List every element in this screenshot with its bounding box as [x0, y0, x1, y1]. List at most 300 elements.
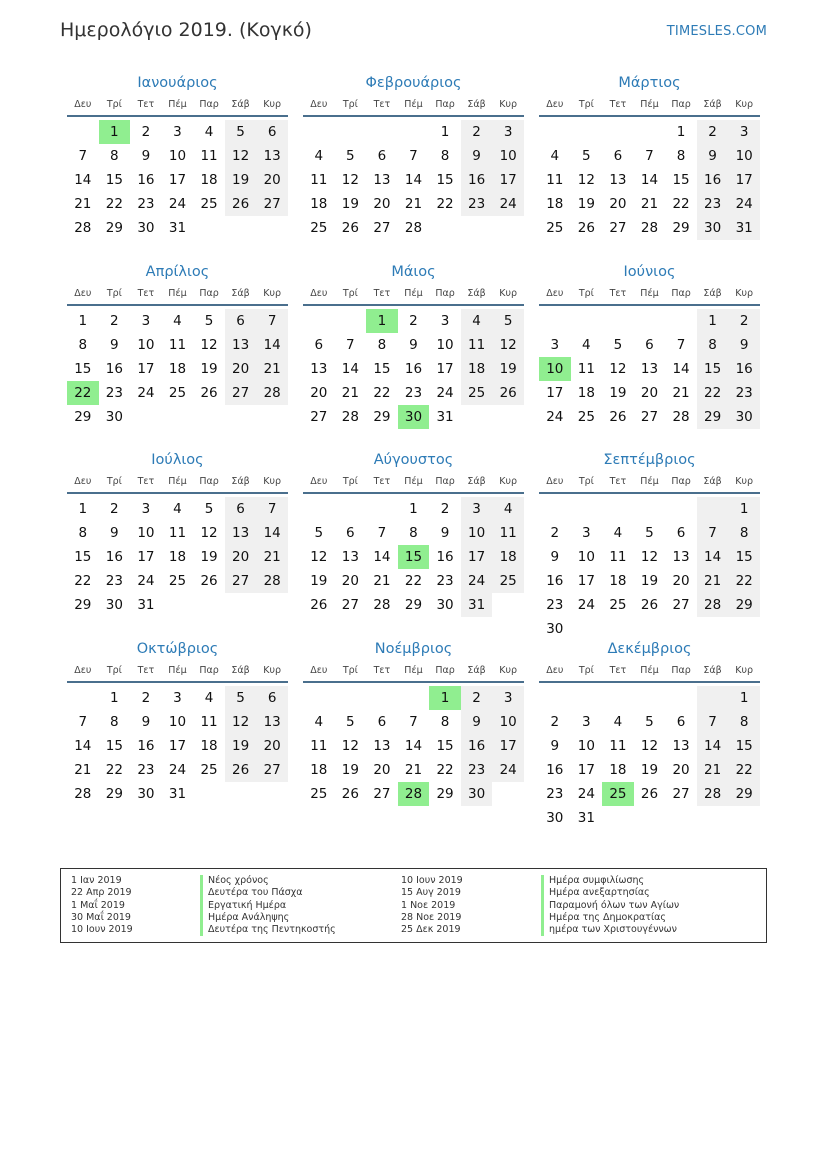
week-row	[303, 333, 524, 357]
weekday-label: Τρί	[578, 664, 594, 676]
weekday-label: Σάβ	[467, 476, 486, 487]
day-cell: 21	[697, 569, 729, 593]
days-grid	[67, 306, 288, 429]
day-cell: 23	[105, 573, 123, 589]
week-row	[303, 120, 524, 144]
day-cell: 23	[461, 192, 493, 216]
day-cell: 4	[204, 689, 214, 706]
holiday-day-cell: 22	[67, 381, 99, 405]
day-cell: 11	[168, 336, 187, 353]
day-cell: 23	[728, 381, 760, 405]
day-cell: 25	[168, 384, 187, 401]
day-cell: 10	[436, 336, 454, 353]
empty-day-cell	[335, 120, 367, 144]
day-cell: 16	[105, 549, 123, 565]
legend-date: 1 Νοε 2019	[401, 899, 456, 911]
day-cell: 2	[141, 124, 151, 140]
day-cell: 2	[110, 312, 119, 329]
day-cell: 15	[74, 360, 92, 377]
day-cell: 6	[256, 120, 288, 144]
weekday-label: Παρ	[671, 99, 691, 110]
empty-day-cell	[571, 120, 603, 144]
day-cell: 31	[577, 809, 595, 826]
day-cell: 17	[492, 734, 524, 758]
month-block	[67, 449, 288, 638]
day-cell: 24	[492, 192, 524, 216]
weekday-label: Πέμ	[404, 476, 423, 487]
day-cell: 31	[461, 593, 493, 617]
week-row	[539, 545, 760, 569]
day-cell: 18	[492, 545, 524, 569]
day-cell: 19	[310, 573, 328, 589]
day-cell: 4	[173, 312, 182, 329]
weekday-label: Τετ	[609, 664, 627, 676]
day-cell: 20	[256, 734, 288, 758]
empty-day-cell	[492, 216, 524, 240]
legend-holiday-name: Δευτέρα του Πάσχα	[200, 887, 336, 899]
day-cell: 10	[137, 525, 155, 541]
day-cell: 18	[461, 357, 493, 381]
weekday-label: Πέμ	[640, 476, 659, 487]
day-cell: 24	[728, 192, 760, 216]
day-cell: 21	[404, 761, 423, 778]
day-cell: 16	[436, 549, 454, 565]
week-row	[539, 593, 760, 617]
day-cell: 1	[409, 501, 418, 517]
day-cell: 2	[110, 501, 119, 517]
weekday-label: Δευ	[74, 287, 92, 299]
day-cell: 30	[105, 408, 123, 425]
day-cell: 1	[697, 309, 729, 333]
day-cell: 7	[346, 336, 355, 353]
day-cell: 15	[436, 737, 454, 754]
day-cell: 18	[310, 196, 328, 212]
day-cell: 4	[582, 336, 591, 353]
legend-right-names	[541, 875, 679, 936]
day-cell: 19	[492, 357, 524, 381]
day-cell: 22	[672, 196, 690, 212]
day-cell: 13	[225, 521, 257, 545]
empty-day-cell	[366, 120, 398, 144]
day-cell: 16	[697, 168, 729, 192]
day-cell: 10	[492, 144, 524, 168]
day-cell: 5	[645, 525, 654, 541]
empty-day-cell	[67, 686, 99, 710]
day-cell: 13	[341, 549, 359, 565]
day-cell: 27	[225, 569, 257, 593]
day-cell: 26	[200, 384, 218, 401]
legend-holiday-name: ημέρα των Χριστουγέννων	[541, 924, 679, 936]
empty-day-cell	[162, 405, 194, 429]
week-row	[303, 758, 524, 782]
day-cell: 21	[74, 761, 92, 778]
day-cell: 25	[609, 597, 627, 613]
day-cell: 15	[373, 360, 391, 377]
weekday-label: Δευ	[546, 99, 564, 110]
weekday-header	[67, 471, 288, 494]
day-cell: 20	[256, 168, 288, 192]
day-cell: 9	[697, 144, 729, 168]
day-cell: 14	[404, 172, 423, 188]
day-cell: 3	[492, 120, 524, 144]
legend-holiday-name: Παραμονή όλων των Αγίων	[541, 900, 679, 912]
days-grid	[539, 494, 760, 641]
week-row	[67, 545, 288, 569]
day-cell: 22	[728, 758, 760, 782]
day-cell: 1	[78, 501, 88, 517]
day-cell: 20	[225, 357, 257, 381]
page-title: Ημερολόγιο 2019. (Κογκό)	[60, 19, 312, 41]
empty-day-cell	[634, 686, 666, 710]
day-cell: 21	[697, 758, 729, 782]
day-cell: 14	[74, 737, 92, 754]
day-cell: 5	[346, 148, 355, 164]
empty-day-cell	[366, 497, 398, 521]
empty-day-cell	[225, 782, 257, 806]
day-cell: 23	[404, 384, 423, 401]
day-cell: 17	[461, 545, 493, 569]
weekday-header	[67, 94, 288, 117]
day-cell: 7	[256, 309, 288, 333]
days-grid	[303, 494, 524, 617]
days-grid	[539, 306, 760, 429]
month-block	[67, 638, 288, 827]
day-cell: 6	[377, 713, 387, 730]
day-cell: 11	[310, 172, 328, 188]
empty-day-cell	[303, 120, 335, 144]
day-cell: 26	[341, 220, 359, 236]
day-cell: 8	[377, 336, 387, 353]
day-cell: 11	[492, 521, 524, 545]
month-block	[303, 72, 524, 261]
day-cell: 14	[640, 172, 659, 188]
empty-day-cell	[225, 216, 257, 240]
day-cell: 18	[546, 196, 564, 212]
empty-day-cell	[398, 686, 430, 710]
day-cell: 27	[672, 785, 690, 802]
empty-day-cell	[193, 593, 225, 617]
day-cell: 28	[404, 220, 423, 236]
day-cell: 22	[404, 573, 423, 589]
week-row	[539, 569, 760, 593]
empty-day-cell	[67, 120, 99, 144]
day-cell: 2	[461, 686, 493, 710]
day-cell: 8	[110, 148, 119, 164]
day-cell: 23	[137, 761, 155, 778]
day-cell: 14	[256, 521, 288, 545]
day-cell: 2	[461, 120, 493, 144]
day-cell: 25	[577, 408, 595, 425]
day-cell: 5	[314, 525, 324, 541]
day-cell: 7	[409, 148, 418, 164]
day-cell: 3	[440, 312, 450, 329]
empty-day-cell	[303, 309, 335, 333]
week-row	[539, 168, 760, 192]
day-cell: 25	[461, 381, 493, 405]
year-calendar-grid	[67, 72, 760, 826]
day-cell: 3	[461, 497, 493, 521]
weekday-label: Πέμ	[404, 664, 423, 676]
day-cell: 19	[225, 734, 257, 758]
day-cell: 12	[200, 336, 218, 353]
weekday-label: Κυρ	[499, 664, 518, 676]
weekday-label: Τετ	[609, 287, 627, 299]
day-cell: 12	[492, 333, 524, 357]
weekday-label: Δευ	[546, 664, 564, 676]
week-row	[303, 686, 524, 710]
day-cell: 10	[137, 336, 155, 353]
day-cell: 2	[440, 501, 450, 517]
day-cell: 28	[672, 408, 690, 425]
weekday-label: Κυρ	[499, 287, 518, 299]
day-cell: 30	[461, 782, 493, 806]
day-cell: 12	[225, 144, 257, 168]
week-row	[303, 593, 524, 617]
day-cell: 25	[310, 220, 328, 236]
day-cell: 5	[346, 713, 355, 730]
day-cell: 3	[550, 336, 560, 353]
day-cell: 11	[577, 360, 595, 377]
day-cell: 12	[577, 172, 595, 188]
weekday-label: Σάβ	[703, 287, 722, 299]
weekday-label: Πέμ	[168, 476, 187, 487]
day-cell: 21	[256, 357, 288, 381]
day-cell: 6	[676, 525, 686, 541]
weekday-label: Παρ	[435, 99, 455, 110]
legend-date: 1 Ιαν 2019	[71, 875, 122, 886]
day-cell: 24	[577, 785, 595, 802]
weekday-label: Κυρ	[735, 664, 754, 676]
empty-day-cell	[602, 806, 634, 830]
day-cell: 23	[546, 597, 564, 613]
day-cell: 5	[613, 336, 623, 353]
day-cell: 22	[728, 569, 760, 593]
week-row	[303, 381, 524, 405]
day-cell: 6	[256, 686, 288, 710]
day-cell: 13	[672, 737, 690, 754]
day-cell: 26	[640, 597, 659, 613]
day-cell: 22	[436, 761, 454, 778]
day-cell: 22	[436, 196, 454, 212]
weekday-label: Παρ	[671, 664, 691, 676]
site-logo[interactable]: TIMESLES.COM	[666, 24, 767, 39]
day-cell: 31	[436, 408, 454, 425]
day-cell: 28	[697, 593, 729, 617]
weekday-label: Πέμ	[168, 664, 187, 676]
week-row	[67, 497, 288, 521]
week-row	[67, 216, 288, 240]
day-cell: 17	[577, 761, 595, 778]
week-row	[67, 593, 288, 617]
month-name: Ιούλιος	[151, 452, 204, 468]
day-cell: 3	[728, 120, 760, 144]
week-row	[67, 686, 288, 710]
weekday-label: Δευ	[74, 476, 92, 487]
legend-date: 10 Ιουν 2019	[71, 924, 133, 936]
week-row	[67, 782, 288, 806]
day-cell: 11	[546, 172, 564, 188]
day-cell: 6	[346, 525, 355, 541]
day-cell: 17	[137, 360, 155, 377]
day-cell: 18	[168, 360, 187, 377]
week-row	[67, 192, 288, 216]
empty-day-cell	[256, 782, 288, 806]
day-cell: 9	[110, 525, 119, 541]
day-cell: 29	[728, 782, 760, 806]
day-cell: 6	[613, 148, 623, 164]
day-cell: 14	[697, 545, 729, 569]
legend-holiday-name: Ημέρα συμφιλίωσης	[541, 875, 679, 887]
week-row	[303, 309, 524, 333]
day-cell: 2	[728, 309, 760, 333]
week-row	[67, 734, 288, 758]
day-cell: 22	[105, 196, 123, 212]
day-cell: 10	[492, 710, 524, 734]
weekday-label: Τρί	[578, 476, 594, 487]
weekday-label: Παρ	[671, 287, 691, 299]
week-row	[303, 192, 524, 216]
day-cell: 11	[461, 333, 493, 357]
weekday-label: Κυρ	[263, 664, 282, 676]
empty-day-cell	[461, 405, 493, 429]
day-cell: 11	[168, 525, 187, 541]
holiday-day-cell: 15	[398, 545, 430, 569]
day-cell: 21	[373, 573, 391, 589]
empty-day-cell	[634, 497, 666, 521]
month-block	[303, 449, 524, 638]
week-row	[539, 686, 760, 710]
day-cell: 24	[137, 573, 155, 589]
day-cell: 30	[436, 597, 454, 613]
weekday-label: Τρί	[342, 287, 358, 299]
legend-date: 30 Μαΐ 2019	[71, 911, 131, 923]
day-cell: 30	[105, 597, 123, 613]
empty-day-cell	[602, 120, 634, 144]
day-cell: 5	[582, 148, 591, 164]
week-row	[67, 168, 288, 192]
day-cell: 18	[310, 761, 328, 778]
day-cell: 26	[225, 192, 257, 216]
weekday-label: Πέμ	[640, 664, 659, 676]
day-cell: 3	[141, 501, 151, 517]
day-cell: 7	[78, 713, 88, 730]
empty-day-cell	[303, 686, 335, 710]
day-cell: 28	[341, 408, 359, 425]
day-cell: 30	[137, 785, 155, 802]
day-cell: 20	[672, 761, 690, 778]
day-cell: 18	[609, 761, 627, 778]
day-cell: 4	[173, 501, 182, 517]
day-cell: 20	[341, 573, 359, 589]
day-cell: 18	[609, 573, 627, 589]
week-row	[303, 569, 524, 593]
legend-left-names	[200, 875, 336, 936]
weekday-label: Κυρ	[735, 99, 754, 110]
weekday-header	[303, 660, 524, 683]
day-cell: 17	[168, 172, 187, 188]
day-cell: 9	[461, 710, 493, 734]
day-cell: 29	[373, 408, 391, 425]
week-row	[303, 357, 524, 381]
empty-day-cell	[697, 806, 729, 830]
day-cell: 14	[256, 333, 288, 357]
week-row	[539, 309, 760, 333]
days-grid	[67, 683, 288, 806]
weekday-label: Κυρ	[263, 99, 282, 110]
weekday-header	[67, 283, 288, 306]
empty-day-cell	[571, 309, 603, 333]
weekday-label: Κυρ	[499, 476, 518, 487]
day-cell: 26	[200, 573, 218, 589]
day-cell: 21	[341, 384, 359, 401]
empty-day-cell	[256, 593, 288, 617]
day-cell: 6	[314, 336, 324, 353]
empty-day-cell	[634, 806, 666, 830]
day-cell: 25	[200, 196, 218, 212]
day-cell: 13	[256, 144, 288, 168]
month-block	[539, 638, 760, 827]
weekday-label: Τετ	[609, 476, 627, 487]
day-cell: 12	[200, 525, 218, 541]
empty-day-cell	[602, 497, 634, 521]
weekday-label: Πέμ	[640, 99, 659, 110]
day-cell: 18	[168, 549, 187, 565]
empty-day-cell	[571, 686, 603, 710]
weekday-label: Δευ	[74, 664, 92, 676]
day-cell: 16	[137, 172, 155, 188]
day-cell: 10	[168, 148, 187, 164]
empty-day-cell	[634, 309, 666, 333]
days-grid	[67, 117, 288, 240]
day-cell: 31	[137, 597, 155, 613]
day-cell: 15	[74, 549, 92, 565]
empty-day-cell	[335, 309, 367, 333]
legend-holiday-name: Εργατική Ημέρα	[200, 900, 336, 912]
month-name: Ιανουάριος	[137, 75, 218, 91]
day-cell: 13	[373, 737, 391, 754]
weekday-label: Παρ	[199, 287, 219, 299]
day-cell: 16	[546, 761, 564, 778]
day-cell: 2	[409, 312, 418, 329]
weekday-label: Τετ	[137, 664, 155, 676]
weekday-label: Τετ	[137, 287, 155, 299]
empty-day-cell	[193, 782, 225, 806]
week-row	[67, 569, 288, 593]
day-cell: 18	[200, 737, 218, 754]
weekday-header	[67, 660, 288, 683]
day-cell: 11	[609, 737, 627, 754]
day-cell: 30	[137, 220, 155, 236]
day-cell: 27	[373, 220, 391, 236]
day-cell: 3	[582, 525, 591, 541]
weekday-label: Τετ	[373, 476, 391, 487]
day-cell: 3	[492, 686, 524, 710]
day-cell: 11	[310, 737, 328, 754]
day-cell: 20	[640, 384, 659, 401]
day-cell: 5	[225, 120, 257, 144]
day-cell: 19	[640, 573, 659, 589]
day-cell: 8	[728, 521, 760, 545]
day-cell: 31	[168, 785, 187, 802]
day-cell: 19	[200, 360, 218, 377]
week-row	[539, 144, 760, 168]
week-row	[303, 497, 524, 521]
weekday-header	[303, 94, 524, 117]
weekday-label: Τρί	[578, 287, 594, 299]
day-cell: 17	[168, 737, 187, 754]
holiday-legend	[60, 868, 767, 943]
day-cell: 6	[225, 497, 257, 521]
